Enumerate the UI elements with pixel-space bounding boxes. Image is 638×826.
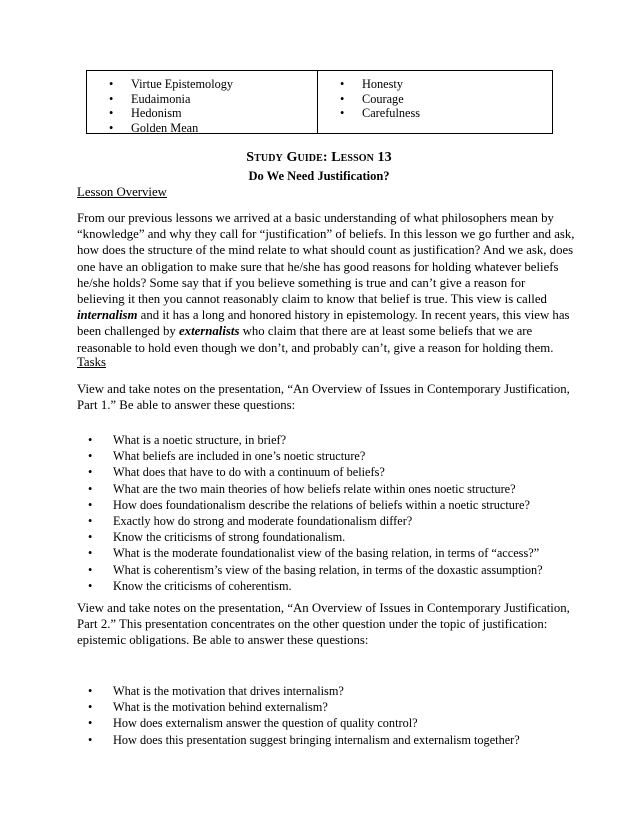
overview-text: reasonable to hold even though we don’t, and probably can’t, give a reason for holding them. bbox=[77, 340, 554, 355]
question-item bbox=[88, 715, 520, 731]
table-term bbox=[340, 106, 420, 121]
table-term bbox=[340, 92, 420, 107]
overview-text: one have an obligation to make sure that he/she has good reasons for holding whatever beliefs bbox=[77, 259, 559, 274]
bullet-icon: • bbox=[88, 732, 93, 747]
question-item bbox=[88, 562, 543, 578]
question-item bbox=[88, 481, 543, 497]
intro-line: View and take notes on the presentation, “An Overview of Issues in Contemporary Justification, bbox=[77, 601, 570, 615]
virtues-table bbox=[86, 70, 553, 134]
lesson-subtitle: Do We Need Justification? bbox=[248, 169, 390, 183]
overview-text: been challenged by bbox=[77, 324, 179, 339]
table-term-text: Courage bbox=[362, 91, 404, 106]
bullet-icon: • bbox=[88, 700, 93, 715]
overview-text: how does the structure of the mind relate to what should count as justification? And we ask, does bbox=[77, 243, 574, 258]
intro-line: Part 2.” This presentation concentrates on the other question under the topic of justification: bbox=[77, 617, 548, 632]
left-term-list bbox=[109, 77, 233, 135]
overview-text: From our previous lessons we arrived at a basic understanding of what philosophers mean by bbox=[77, 211, 554, 225]
bullet-icon: • bbox=[88, 481, 93, 496]
question-item-text: How does foundationalism describe the relations of beliefs within a noetic structure? bbox=[113, 497, 530, 512]
question-item-text: Exactly how do strong and moderate foundationalism differ? bbox=[113, 513, 413, 528]
intro-line: Part 1.” Be able to answer these questions: bbox=[77, 398, 296, 413]
question-item-text: What is the motivation that drives internalism? bbox=[113, 684, 344, 698]
question-item bbox=[88, 432, 543, 448]
question-item-text: What is coherentism’s view of the basing relation, in terms of the doxastic assumption? bbox=[113, 562, 543, 577]
table-term bbox=[109, 92, 233, 107]
question-item bbox=[88, 464, 543, 480]
bullet-icon: • bbox=[340, 91, 345, 106]
intro-line: epistemic obligations. Be able to answer these questions: bbox=[77, 633, 369, 648]
bullet-icon: • bbox=[340, 77, 345, 91]
part2-question-list bbox=[88, 683, 520, 748]
overview-line bbox=[77, 275, 561, 291]
overview-line bbox=[77, 242, 574, 258]
part2-intro-paragraph bbox=[77, 600, 570, 649]
bullet-icon: • bbox=[88, 449, 93, 464]
overview-line bbox=[77, 291, 561, 307]
question-item bbox=[88, 578, 543, 594]
bullet-icon: • bbox=[109, 77, 114, 91]
overview-text: and it has a long and honored history in epistemology. In recent years, this view has bbox=[137, 308, 570, 323]
question-item bbox=[88, 683, 520, 699]
bullet-icon: • bbox=[88, 497, 93, 512]
question-item-text: How does this presentation suggest bringing internalism and externalism together? bbox=[113, 732, 520, 747]
overview-line bbox=[77, 210, 561, 226]
table-term bbox=[109, 106, 233, 121]
emphasized-term: externalists bbox=[178, 324, 240, 339]
overview-text: he/she holds? Some say that if you believe something is true and can’t give a reason for bbox=[77, 275, 526, 290]
part1-question-list bbox=[88, 432, 543, 594]
table-term-text: Eudaimonia bbox=[131, 91, 191, 106]
bullet-icon: • bbox=[88, 546, 93, 561]
bullet-icon: • bbox=[88, 465, 93, 480]
question-item-text: Know the criticisms of coherentism. bbox=[113, 578, 292, 593]
bullet-icon: • bbox=[340, 106, 345, 121]
bullet-icon: • bbox=[109, 106, 114, 121]
lesson-overview-label: Lesson Overview bbox=[77, 185, 167, 199]
question-item bbox=[88, 732, 520, 748]
overview-paragraph bbox=[77, 210, 575, 356]
bullet-icon: • bbox=[88, 578, 93, 593]
bullet-icon: • bbox=[88, 684, 93, 698]
question-item-text: What are the two main theories of how beliefs relate within ones noetic structure? bbox=[113, 481, 516, 496]
question-item-text: Know the criticisms of strong foundationalism. bbox=[113, 530, 346, 545]
bullet-icon: • bbox=[88, 716, 93, 731]
table-term-text: Virtue Epistemology bbox=[131, 77, 234, 91]
bullet-icon: • bbox=[109, 120, 114, 135]
question-item-text: What is the motivation behind externalism? bbox=[113, 700, 328, 715]
intro-line: View and take notes on the presentation, “An Overview of Issues in Contemporary Justification, bbox=[77, 382, 570, 396]
overview-line bbox=[77, 226, 575, 242]
bullet-icon: • bbox=[88, 433, 93, 447]
question-item-text: What beliefs are included in one’s noetic structure? bbox=[113, 449, 366, 464]
overview-line bbox=[77, 259, 561, 275]
overview-text: believing it then you cannot reasonably claim to know that belief is true. This view is called bbox=[77, 291, 547, 306]
overview-text: who claim that there are at least some beliefs that we are bbox=[239, 324, 533, 339]
question-item bbox=[88, 448, 543, 464]
bullet-icon: • bbox=[88, 562, 93, 577]
overview-text: “knowledge” and why they call for “justification” of beliefs. In this lesson we go further and ask, bbox=[77, 227, 575, 242]
emphasized-term: internalism bbox=[77, 308, 138, 323]
bullet-icon: • bbox=[88, 530, 93, 545]
bullet-icon: • bbox=[88, 513, 93, 528]
question-item bbox=[88, 529, 543, 545]
right-term-list bbox=[340, 77, 420, 121]
question-item bbox=[88, 497, 543, 513]
table-term-text: Golden Mean bbox=[131, 120, 199, 135]
table-term bbox=[109, 121, 233, 136]
overview-line bbox=[77, 307, 570, 323]
table-cell-left bbox=[87, 71, 318, 133]
table-term-text: Honesty bbox=[362, 77, 403, 91]
question-item-text: What does that have to do with a continuum of beliefs? bbox=[113, 465, 385, 480]
question-item bbox=[88, 513, 543, 529]
part1-intro-paragraph bbox=[77, 381, 570, 413]
question-item-text: How does externalism answer the question of quality control? bbox=[113, 716, 418, 731]
table-term bbox=[340, 77, 420, 92]
question-item-text: What is the moderate foundationalist view of the basing relation, in terms of “access?” bbox=[113, 546, 540, 561]
overview-line bbox=[77, 323, 561, 339]
table-term bbox=[109, 77, 233, 92]
bullet-icon: • bbox=[109, 91, 114, 106]
study-guide-title: Study Guide: Lesson 13 bbox=[246, 150, 392, 165]
question-item bbox=[88, 699, 520, 715]
question-item-text: What is a noetic structure, in brief? bbox=[113, 433, 287, 447]
question-item bbox=[88, 545, 543, 561]
table-term-text: Hedonism bbox=[131, 106, 182, 121]
lesson-overview-heading bbox=[77, 184, 561, 200]
table-term-text: Carefulness bbox=[362, 106, 421, 121]
tasks-label: Tasks bbox=[77, 355, 106, 369]
table-cell-right bbox=[318, 71, 552, 133]
tasks-heading bbox=[77, 354, 561, 370]
